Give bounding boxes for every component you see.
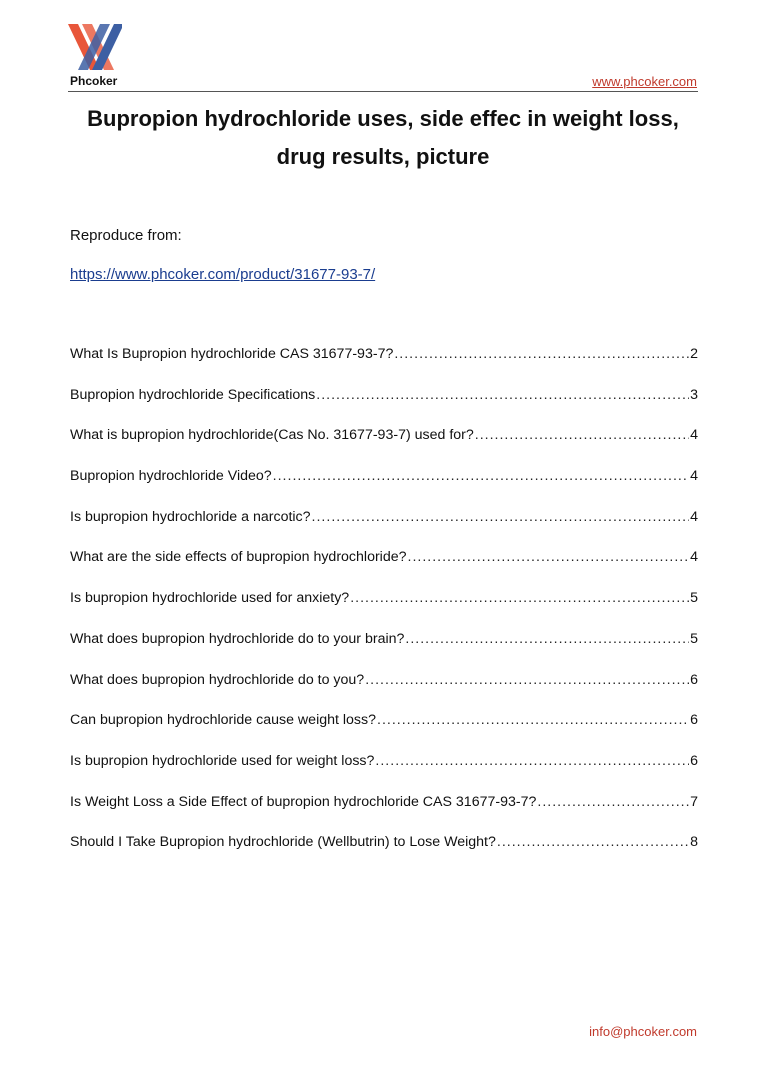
toc-entry[interactable]	[70, 753, 698, 794]
toc-leader-dots	[405, 631, 689, 647]
toc-entry-page: 4	[690, 508, 698, 525]
toc-entry-title: What does bupropion hydrochloride do to your brain?	[70, 630, 405, 647]
toc-entry-page: 6	[690, 752, 698, 769]
toc-entry[interactable]	[70, 509, 698, 550]
toc-leader-dots	[537, 794, 689, 810]
document-title: Bupropion hydrochloride uses, side effec in weight loss, drug results, picture	[87, 106, 679, 169]
toc-entry[interactable]	[70, 631, 698, 672]
toc-entry-page: 4	[690, 549, 698, 566]
footer-email-link[interactable]: info@phcoker.com	[589, 1024, 697, 1039]
toc-entry-page: 7	[690, 793, 698, 810]
toc-entry[interactable]	[70, 834, 698, 875]
toc-entry-page: 5	[690, 630, 698, 647]
toc-entry-title: What does bupropion hydrochloride do to you?	[70, 671, 365, 688]
toc-entry-page: 5	[690, 590, 698, 607]
toc-entry-title: Is Weight Loss a Side Effect of bupropion hydrochloride CAS 31677-93-7?	[70, 793, 537, 810]
toc-entry-page: 6	[690, 712, 698, 729]
toc-entry-title: Is bupropion hydrochloride used for weight loss?	[70, 752, 375, 769]
toc-leader-dots	[316, 387, 689, 403]
website-link[interactable]: www.phcoker.com	[592, 74, 697, 89]
toc-entry-page: 8	[690, 834, 698, 851]
toc-entry-page: 3	[690, 386, 698, 403]
toc-entry-title: Bupropion hydrochloride Specifications	[70, 386, 316, 403]
brand-name: Phcoker	[70, 74, 118, 88]
toc-entry-page: 4	[690, 427, 698, 444]
toc-entry[interactable]	[70, 590, 698, 631]
reproduce-label: Reproduce from:	[70, 227, 182, 244]
header-divider	[68, 91, 698, 92]
toc-entry-page: 2	[690, 346, 698, 362]
toc-entry[interactable]	[70, 468, 698, 509]
toc-entry[interactable]	[70, 712, 698, 753]
toc-leader-dots	[408, 549, 690, 565]
toc-leader-dots	[497, 834, 689, 850]
toc-entry-title: What Is Bupropion hydrochloride CAS 31677-93-7?	[70, 346, 394, 362]
toc-leader-dots	[394, 346, 689, 362]
toc-entry-title: Is bupropion hydrochloride used for anxiety?	[70, 590, 350, 607]
toc-entry[interactable]	[70, 549, 698, 590]
phcoker-logo-icon	[68, 24, 122, 70]
toc-leader-dots	[375, 753, 689, 769]
toc-entry-title: Can bupropion hydrochloride cause weight loss?	[70, 712, 377, 729]
toc-entry-title: Is bupropion hydrochloride a narcotic?	[70, 508, 311, 525]
toc-entry-title: Should I Take Bupropion hydrochloride (Wellbutrin) to Lose Weight?	[70, 834, 496, 851]
toc-leader-dots	[475, 427, 689, 443]
toc-leader-dots	[273, 468, 689, 484]
toc-entry[interactable]	[70, 672, 698, 713]
toc-entry-title: Bupropion hydrochloride Video?	[70, 468, 272, 485]
toc-leader-dots	[312, 509, 690, 525]
toc-leader-dots	[365, 672, 689, 688]
toc-leader-dots	[350, 590, 689, 606]
toc-entry[interactable]	[70, 346, 698, 387]
toc-entry[interactable]	[70, 794, 698, 835]
toc-entry[interactable]	[70, 387, 698, 428]
toc-entry-page: 4	[690, 468, 698, 485]
toc-entry-title: What are the side effects of bupropion hydrochloride?	[70, 549, 407, 566]
table-of-contents	[70, 346, 698, 875]
toc-entry-page: 6	[690, 671, 698, 688]
toc-entry[interactable]	[70, 427, 698, 468]
toc-entry-title: What is bupropion hydrochloride(Cas No. 31677-93-7) used for?	[70, 427, 474, 444]
reproduce-source-link[interactable]: https://www.phcoker.com/product/31677-93-7/	[70, 266, 376, 283]
toc-leader-dots	[377, 712, 689, 728]
